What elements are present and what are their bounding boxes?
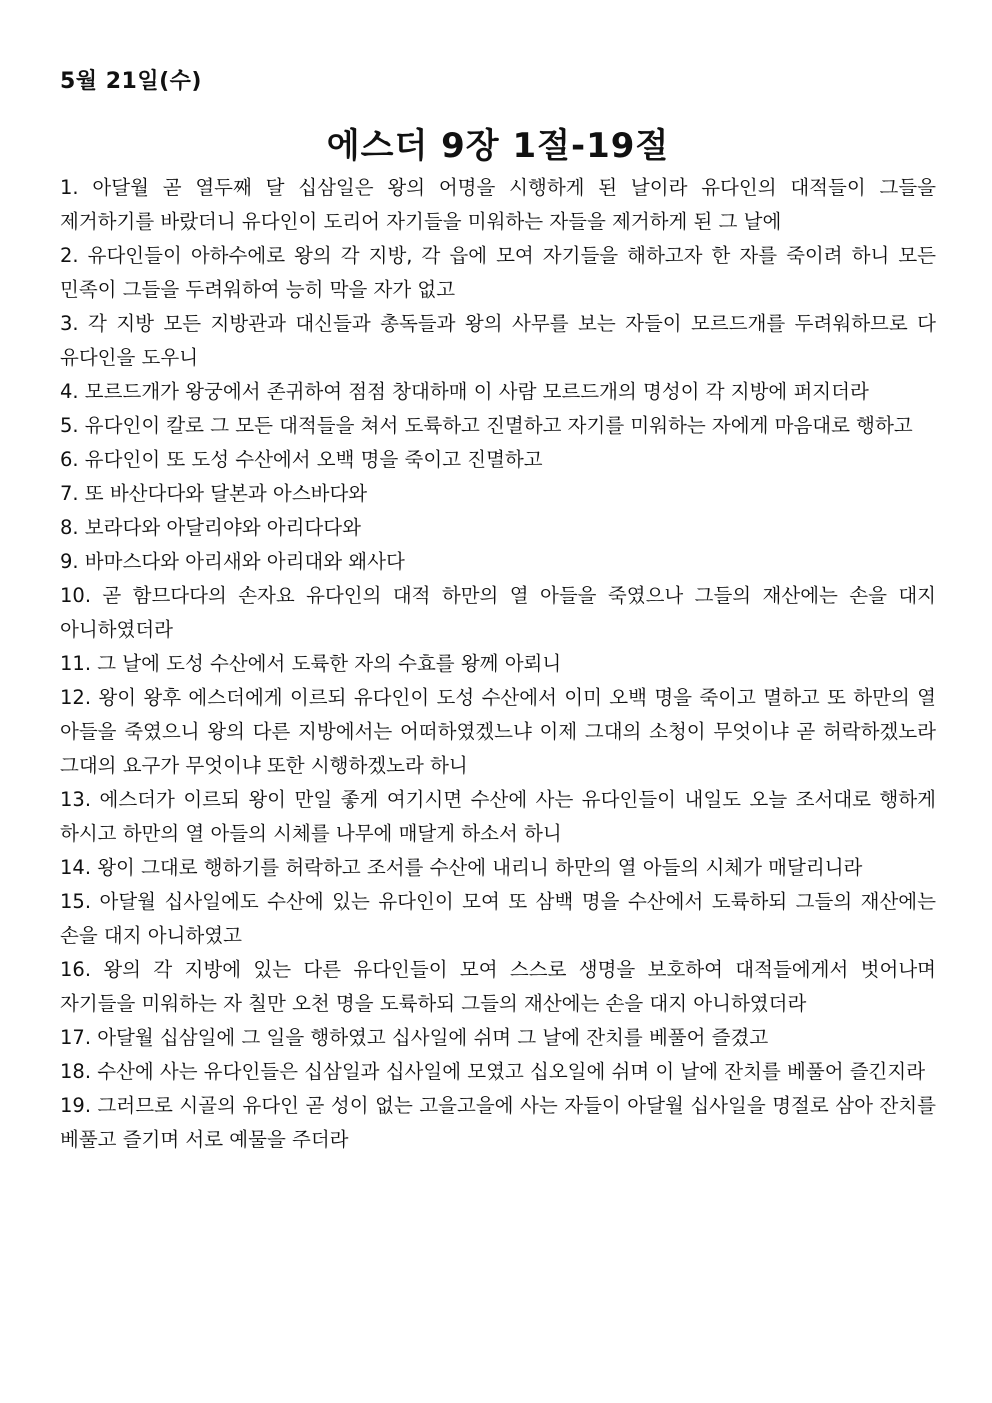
- verse-8: 8. 보라다와 아달리야와 아리다다와: [60, 516, 361, 539]
- verse-5: 5. 유다인이 칼로 그 모든 대적들을 쳐서 도륙하고 진멸하고 자기를 미워하는 자에게 마음대로 행하고: [60, 414, 913, 437]
- verse-3: 3. 각 지방 모든 지방관과 대신들과 총독들과 왕의 사무를 보는 자들이 모르드개를 두려워하므로 다 유다인을 도우니: [60, 312, 936, 369]
- verse-list: [60, 171, 936, 1157]
- date-heading: 5월 21일(수): [60, 69, 202, 94]
- verse-12: 12. 왕이 왕후 에스더에게 이르되 유다인이 도성 수산에서 이미 오백 명을 죽이고 멸하고 또 하만의 열 아들을 죽였으니 왕의 다른 지방에서는 어떠하였겠느냐 이제 그대의 소청이 무엇이냐 곧 허락하겠노라 그대의 요구가 무엇이냐 또한 시행하겠노라 하니: [60, 686, 936, 777]
- verse-15: 15. 아달월 십사일에도 수산에 있는 유다인이 모여 또 삼백 명을 수산에서 도륙하되 그들의 재산에는 손을 대지 아니하였고: [60, 890, 936, 947]
- verse-1: 1. 아달월 곧 열두째 달 십삼일은 왕의 어명을 시행하게 된 날이라 유다인의 대적들이 그들을 제거하기를 바랐더니 유다인이 도리어 자기들을 미워하는 자들을 제거하게 된 그 날에: [60, 176, 936, 233]
- verse-14: 14. 왕이 그대로 행하기를 허락하고 조서를 수산에 내리니 하만의 열 아들의 시체가 매달리니라: [60, 856, 863, 879]
- verse-19: 19. 그러므로 시골의 유다인 곧 성이 없는 고을고을에 사는 자들이 아달월 십사일을 명절로 삼아 잔치를 베풀고 즐기며 서로 예물을 주더라: [60, 1094, 936, 1151]
- verse-16: 16. 왕의 각 지방에 있는 다른 유다인들이 모여 스스로 생명을 보호하여 대적들에게서 벗어나며 자기들을 미워하는 자 칠만 오천 명을 도륙하되 그들의 재산에는 손을 대지 아니하였더라: [60, 958, 936, 1015]
- page-title: 에스더 9장 1절-19절: [326, 126, 670, 166]
- verse-6: 6. 유다인이 또 도성 수산에서 오백 명을 죽이고 진멸하고: [60, 448, 543, 471]
- verse-2: 2. 유다인들이 아하수에로 왕의 각 지방, 각 읍에 모여 자기들을 해하고자 한 자를 죽이려 하니 모든 민족이 그들을 두려워하여 능히 막을 자가 없고: [60, 244, 936, 301]
- verse-10: 10. 곧 함므다다의 손자요 유다인의 대적 하만의 열 아들을 죽였으나 그들의 재산에는 손을 대지 아니하였더라: [60, 584, 936, 641]
- verse-13: 13. 에스더가 이르되 왕이 만일 좋게 여기시면 수산에 사는 유다인들이 내일도 오늘 조서대로 행하게 하시고 하만의 열 아들의 시체를 나무에 매달게 하소서 하니: [60, 788, 936, 845]
- verse-17: 17. 아달월 십삼일에 그 일을 행하였고 십사일에 쉬며 그 날에 잔치를 베풀어 즐겼고: [60, 1026, 769, 1049]
- verse-7: 7. 또 바산다다와 달본과 아스바다와: [60, 482, 368, 505]
- verse-9: 9. 바마스다와 아리새와 아리대와 왜사다: [60, 550, 405, 573]
- verse-18: 18. 수산에 사는 유다인들은 십삼일과 십사일에 모였고 십오일에 쉬며 이 날에 잔치를 베풀어 즐긴지라: [60, 1060, 926, 1083]
- verse-11: 11. 그 날에 도성 수산에서 도륙한 자의 수효를 왕께 아뢰니: [60, 652, 562, 675]
- verse-4: 4. 모르드개가 왕궁에서 존귀하여 점점 창대하매 이 사람 모르드개의 명성이 각 지방에 퍼지더라: [60, 380, 869, 403]
